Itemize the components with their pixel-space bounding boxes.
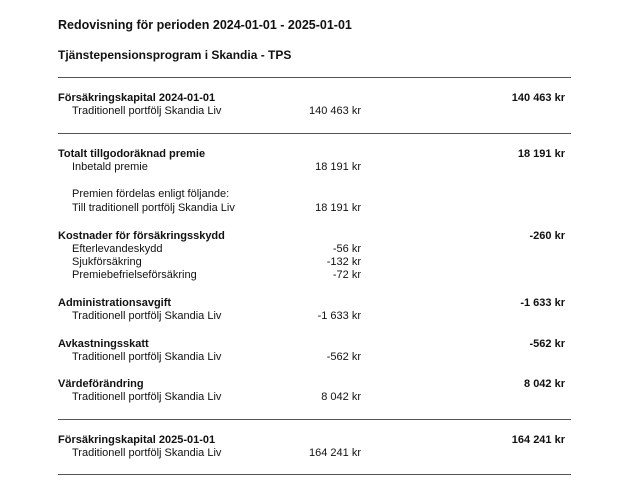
premium-distribution-intro: Premien fördelas enligt följande: (72, 188, 230, 200)
value-change-row-label: Traditionell portfölj Skandia Liv (72, 391, 222, 403)
premium-paid-label: Inbetald premie (72, 161, 148, 173)
admin-fee-total: -1 633 kr (520, 297, 565, 309)
premium-to-trad-value: 18 191 kr (315, 202, 361, 214)
page-subtitle: Tjänstepensionsprogram i Skandia - TPS (58, 48, 292, 62)
opening-row-label: Traditionell portfölj Skandia Liv (72, 105, 222, 117)
admin-fee-row-value: -1 633 kr (317, 310, 361, 322)
insurance-cost-value: -56 kr (332, 243, 361, 255)
yield-tax-heading: Avkastningsskatt (58, 338, 149, 350)
insurance-cost-label: Premiebefrielseförsäkring (72, 269, 197, 281)
insurance-cost-label: Sjukförsäkring (72, 256, 142, 268)
insurance-cost-label: Efterlevandeskydd (72, 243, 163, 255)
premium-heading: Totalt tillgodoräknad premie (58, 148, 206, 160)
premium-to-trad-label: Till traditionell portfölj Skandia Liv (72, 202, 235, 214)
divider (58, 77, 571, 78)
value-change-total: 8 042 kr (524, 378, 565, 390)
insurance-cost-value: -132 kr (326, 256, 361, 268)
insurance-costs-total: -260 kr (529, 230, 565, 242)
insurance-costs-heading: Kostnader för försäkringsskydd (58, 230, 225, 242)
value-change-row-value: 8 042 kr (321, 391, 361, 403)
premium-paid-value: 18 191 kr (315, 161, 361, 173)
admin-fee-heading: Administrationsavgift (58, 297, 172, 309)
yield-tax-total: -562 kr (529, 338, 565, 350)
closing-heading: Försäkringskapital 2025-01-01 (58, 434, 216, 446)
page-title: Redovisning för perioden 2024-01-01 - 2025-01-01 (58, 18, 352, 32)
admin-fee-row-label: Traditionell portfölj Skandia Liv (72, 310, 222, 322)
yield-tax-row-value: -562 kr (326, 351, 361, 363)
yield-tax-row-label: Traditionell portfölj Skandia Liv (72, 351, 222, 363)
opening-heading: Försäkringskapital 2024-01-01 (58, 92, 216, 104)
divider (58, 419, 571, 420)
premium-total: 18 191 kr (517, 148, 565, 160)
closing-total: 164 241 kr (511, 434, 565, 446)
closing-row-label: Traditionell portfölj Skandia Liv (72, 447, 222, 459)
closing-row-value: 164 241 kr (309, 447, 361, 459)
divider (58, 133, 571, 134)
insurance-cost-value: -72 kr (332, 269, 361, 281)
opening-row-value: 140 463 kr (309, 105, 361, 117)
value-change-heading: Värdeförändring (58, 378, 144, 390)
opening-total: 140 463 kr (511, 92, 565, 104)
divider (58, 474, 571, 475)
